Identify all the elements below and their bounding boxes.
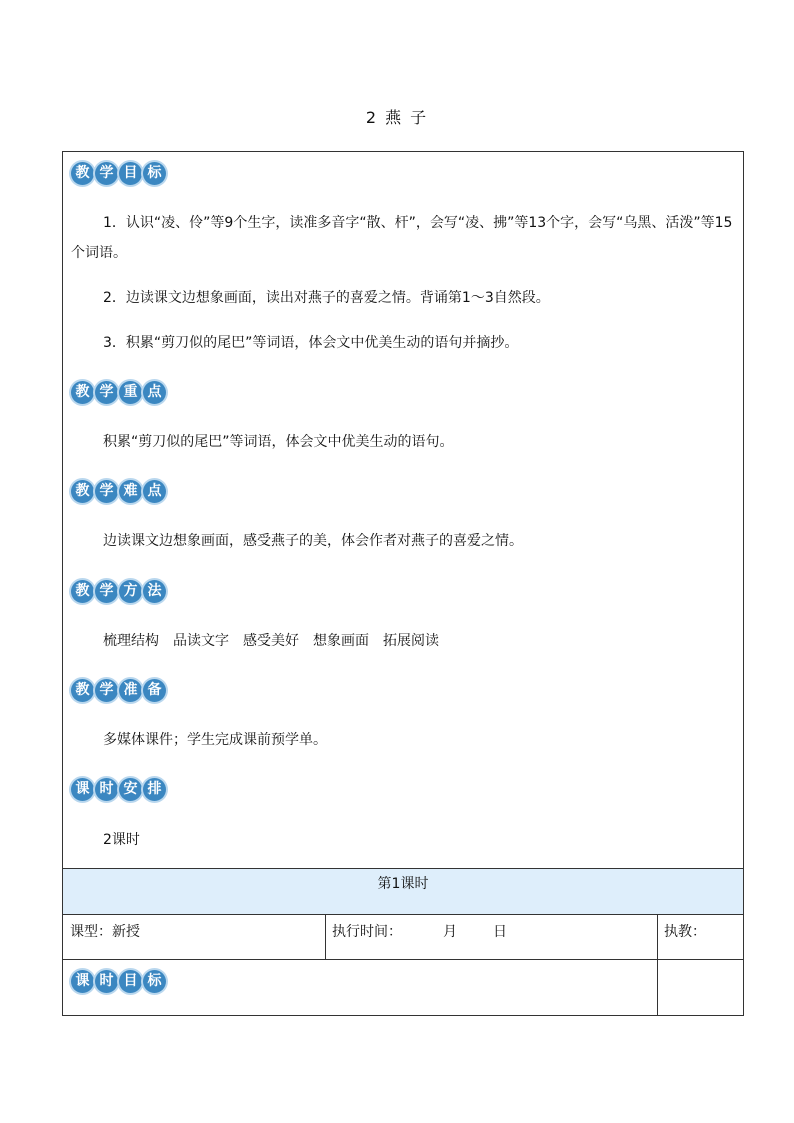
difficulties-text: 边读课文边想象画面，感受燕子的美，体会作者对燕子的喜爱之情。: [103, 533, 523, 549]
heading-char: 学: [95, 679, 118, 702]
heading-char: 重: [119, 381, 142, 404]
page-title: 2 燕 子: [365, 108, 429, 127]
divider: [63, 914, 743, 915]
heading-char: 学: [95, 580, 118, 603]
objective-1: 1．认识“凌、伶”等9个生字，读准多音字“散、杆”，会写“凌、拂”等13个字，会写“乌黑、活泼”等15个词语。: [71, 215, 733, 261]
heading-char: 标: [143, 162, 166, 185]
divider: [63, 959, 743, 960]
exec-time-label: 执行时间：: [332, 924, 402, 940]
heading-char: 学: [95, 381, 118, 404]
key-points-text: 积累“剪刀似的尾巴”等词语，体会文中优美生动的语句。: [103, 434, 454, 450]
section-heading-methods: [71, 580, 166, 603]
section-heading-difficulties: [71, 480, 166, 503]
section-heading-schedule: [71, 778, 166, 801]
heading-char: 安: [119, 778, 142, 801]
schedule-text: 2课时: [103, 832, 140, 848]
heading-char: 难: [119, 480, 142, 503]
month-label: 月: [443, 924, 457, 940]
day-label: 日: [493, 924, 507, 940]
section-heading-key-points: [71, 381, 166, 404]
preparation-text: 多媒体课件；学生完成课前预学单。: [103, 732, 327, 748]
session-header: 第1课时: [63, 869, 743, 914]
heading-char: 目: [119, 970, 142, 993]
divider: [657, 914, 658, 1015]
section-heading-lesson-goals: [71, 970, 166, 993]
heading-char: 点: [143, 381, 166, 404]
divider: [325, 914, 326, 959]
objective-2: 2．边读课文边想象画面，读出对燕子的喜爱之情。背诵第1～3自然段。: [103, 290, 550, 306]
heading-char: 课: [71, 970, 94, 993]
lesson-type: 课型：新授: [70, 924, 140, 940]
heading-char: 教: [71, 480, 94, 503]
heading-char: 方: [119, 580, 142, 603]
heading-char: 标: [143, 970, 166, 993]
section-heading-objectives: [71, 162, 166, 185]
teacher-label: 执教：: [664, 924, 706, 940]
heading-char: 时: [95, 778, 118, 801]
heading-char: 备: [143, 679, 166, 702]
heading-char: 准: [119, 679, 142, 702]
heading-char: 目: [119, 162, 142, 185]
heading-char: 法: [143, 580, 166, 603]
objective-3: 3．积累“剪刀似的尾巴”等词语，体会文中优美生动的语句并摘抄。: [103, 335, 519, 351]
heading-char: 课: [71, 778, 94, 801]
heading-char: 时: [95, 970, 118, 993]
heading-char: 教: [71, 679, 94, 702]
heading-char: 点: [143, 480, 166, 503]
heading-char: 学: [95, 162, 118, 185]
heading-char: 学: [95, 480, 118, 503]
heading-char: 教: [71, 381, 94, 404]
heading-char: 教: [71, 162, 94, 185]
heading-char: 排: [143, 778, 166, 801]
heading-char: 教: [71, 580, 94, 603]
methods-text: 梳理结构 品读文字 感受美好 想象画面 拓展阅读: [103, 633, 439, 649]
lesson-plan-table: [62, 151, 744, 1016]
section-heading-preparation: [71, 679, 166, 702]
